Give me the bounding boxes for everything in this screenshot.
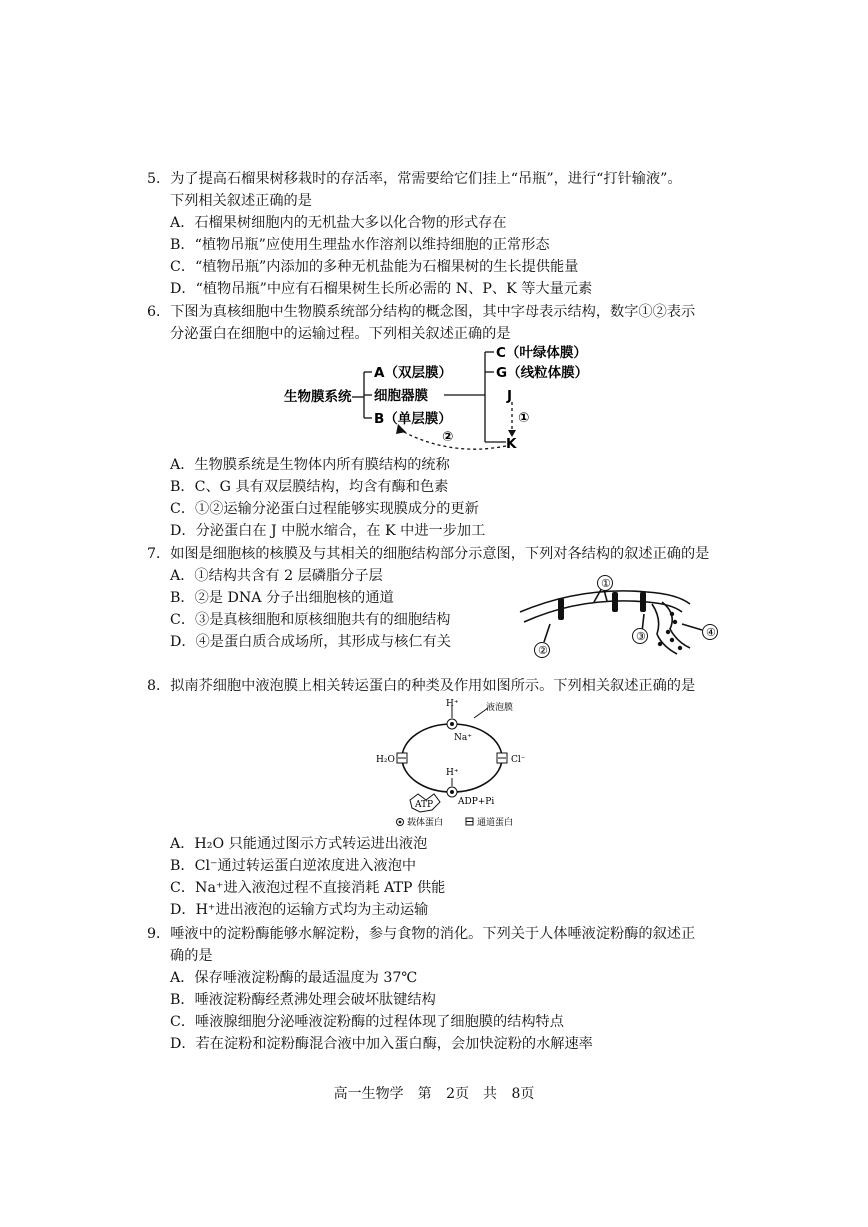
q9-option-c: C．唾液腺细胞分泌唾液淀粉酶的过程体现了细胞膜的结构特点: [170, 1014, 564, 1030]
map-b: B（单层膜）: [374, 411, 452, 427]
adp-label: ADP+Pi: [458, 797, 495, 807]
q7-option-a: A．①结构共含有 2 层磷脂分子层: [170, 568, 383, 584]
q9-option-d: D．若在淀粉和淀粉酶混合液中加入蛋白酶，会加快淀粉的水解速率: [170, 1036, 593, 1052]
legend-channel: 通道蛋白: [477, 818, 514, 828]
q6-option-c: C．①②运输分泌蛋白过程能够实现膜成分的更新: [170, 501, 479, 517]
map-mid: 细胞器膜: [374, 388, 428, 404]
map-k: K: [506, 436, 517, 452]
q8-stem: 8．拟南芥细胞中液泡膜上相关转运蛋白的种类及作用如图所示。下列相关叙述正确的是: [147, 678, 696, 694]
map-j: J: [507, 388, 513, 404]
q6-stem-line1: 6．下图为真核细胞中生物膜系统部分结构的概念图，其中字母表示结构，数字①②表示: [147, 304, 696, 320]
q5-stem-line2: 下列相关叙述正确的是: [170, 193, 312, 209]
map-n2: ②: [442, 429, 454, 445]
q5-option-d: D．“植物吊瓶”中应有石榴果树生长所必需的 N、P、K 等大量元素: [170, 281, 593, 297]
h-top-label: H⁺: [446, 699, 459, 709]
q5-option-a: A．石榴果树细胞内的无机盐大多以化合物的形式存在: [170, 215, 507, 231]
nucleus-label-4: ④: [706, 626, 716, 639]
nucleus-label-1: ①: [601, 577, 611, 590]
membrane-label: 液泡膜: [486, 703, 514, 713]
q7-stem: 7．如图是细胞核的核膜及与其相关的细胞结构部分示意图，下列对各结构的叙述正确的是: [147, 546, 710, 562]
q7-option-d: D．④是蛋白质合成场所，其形成与核仁有关: [170, 634, 451, 650]
na-label: Na⁺: [454, 733, 472, 743]
map-a: A（双层膜）: [374, 365, 452, 381]
legend-carrier: 载体蛋白: [407, 818, 444, 828]
nuclear-envelope-diagram: [512, 574, 727, 664]
q8-option-c: C．Na⁺进入液泡过程不直接消耗 ATP 供能: [170, 880, 446, 896]
cl-label: Cl⁻: [511, 755, 526, 765]
q9-option-b: B．唾液淀粉酶经煮沸处理会破坏肽键结构: [170, 992, 436, 1008]
page-footer: 高一生物学 第 2页 共 8页: [333, 1086, 535, 1102]
q9-option-a: A．保存唾液淀粉酶的最适温度为 37℃: [170, 970, 418, 986]
h-mid-label: H⁺: [446, 768, 459, 778]
membrane-system-concept-map: [280, 342, 600, 454]
map-root: 生物膜系统: [284, 389, 352, 405]
q5-option-c: C．“植物吊瓶”内添加的多种无机盐能为石榴果树的生长提供能量: [170, 259, 579, 275]
map-c: C（叶绿体膜）: [496, 345, 587, 361]
h2o-label: H₂O: [376, 755, 395, 765]
map-g: G（线粒体膜）: [496, 365, 589, 381]
atp-label: ATP: [415, 800, 434, 810]
q8-option-a: A．H₂O 只能通过图示方式转运进出液泡: [170, 836, 428, 852]
q5-option-b: B．“植物吊瓶”应使用生理盐水作溶剂以维持细胞的正常形态: [170, 237, 550, 253]
vacuole-transport-diagram: [370, 698, 530, 830]
nucleus-label-3: ③: [636, 630, 646, 643]
nucleus-label-2: ②: [538, 644, 548, 657]
q7-option-c: C．③是真核细胞和原核细胞共有的细胞结构: [170, 612, 451, 628]
q6-option-d: D．分泌蛋白在 J 中脱水缩合，在 K 中进一步加工: [170, 523, 486, 539]
q6-stem-line2: 分泌蛋白在细胞中的运输过程。下列相关叙述正确的是: [170, 326, 511, 342]
q9-stem-line2: 确的是: [170, 948, 213, 964]
q7-option-b: B．②是 DNA 分子出细胞核的通道: [170, 590, 394, 606]
map-n1: ①: [518, 410, 530, 426]
q6-option-a: A．生物膜系统是生物体内所有膜结构的统称: [170, 457, 450, 473]
q8-option-d: D．H⁺进出液泡的运输方式均为主动运输: [170, 902, 429, 918]
q5-stem-line1: 5．为了提高石榴果树移栽时的存活率，常需要给它们挂上“吊瓶”，进行“打针输液”。: [147, 171, 682, 187]
q9-stem-line1: 9．唾液中的淀粉酶能够水解淀粉，参与食物的消化。下列关于人体唾液淀粉酶的叙述正: [147, 926, 696, 942]
q6-option-b: B．C、G 具有双层膜结构，均含有酶和色素: [170, 479, 449, 495]
q8-option-b: B．Cl⁻通过转运蛋白逆浓度进入液泡中: [170, 858, 417, 874]
